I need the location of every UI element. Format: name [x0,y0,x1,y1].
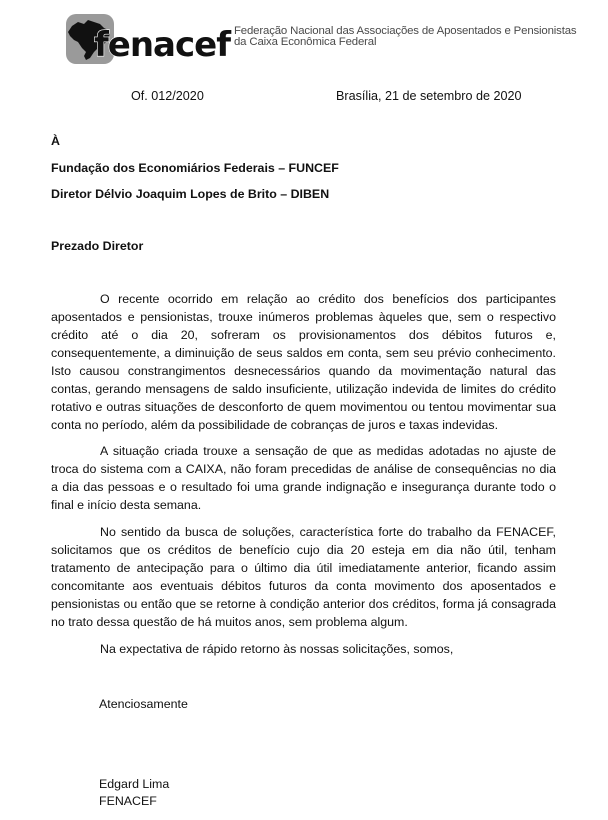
body-paragraph-3 [51,523,556,631]
letter-number: Of. 012/2020 [131,89,204,103]
org-name-line-1: Federação Nacional das Associações de Aposentados e Pensionistas [234,25,577,37]
body-paragraph-1 [51,290,556,434]
addressee-recipient: Diretor Délvio Joaquim Lopes de Brito – DIBEN [51,187,330,201]
paragraph-text: O recente ocorrido em relação ao crédito dos benefícios dos participantes aposentados e pensionistas, trouxe inúmeros problemas àqueles que, sem o respectivo crédito até o dia 20, sofreram os provisionamentos dos débitos futuros e, consequentemente, a diminuição de seus saldos em conta, sem seu prévio conhecimento. Isto causou constrangimentos desnecessários quando da movimentação natural das contas, gerando mensagens de saldo insuficiente, utilização indevida de limites do crédito rotativo e outras situações de desconforto de quem movimentou ou tentou movimentar sua conta no período, além da possibilidade de cobranças de juros e taxas indevidas. [51,292,556,432]
paragraph-text: A situação criada trouxe a sensação de que as medidas adotadas no ajuste de troca do sistema com a CAIXA, não foram precedidas de análise de consequências no dia a dia das pessoas e o resultado foi uma grande indignação e insegurança durante todo o final e início desta semana. [51,444,556,512]
signature-organization: FENACEF [99,794,157,808]
paragraph-text: Na expectativa de rápido retorno às nossas solicitações, somos, [100,642,454,656]
place-and-date: Brasília, 21 de setembro de 2020 [336,89,522,103]
addressee-to: À [51,134,60,148]
paragraph-text: No sentido da busca de soluções, característica forte do trabalho da FENACEF, solicitamos que os créditos de benefício cujo dia 20 esteja em dia não útil, tenham tratamento de antecipação para o último dia útil imediatamente anterior, ficando assim concomitante aos eventuais débitos futuros da conta movimento dos aposentados e pensionistas ou então que se retorne à condição anterior dos créditos, forma já consagrada no trato dessa questão de há muitos anos, sem problema algum. [51,525,556,629]
org-name-line-2: da Caixa Econômica Federal [234,36,377,48]
fenacef-logo [64,12,232,66]
organization-name [234,26,576,48]
logo-wordmark: fenacef [94,25,231,65]
salutation: Prezado Diretor [51,239,144,253]
body-paragraph-2 [51,442,556,514]
closing: Atenciosamente [99,697,188,711]
body-paragraph-4 [51,640,556,658]
signature-name: Edgard Lima [99,777,170,791]
addressee-institution: Fundação dos Economiários Federais – FUNCEF [51,161,339,175]
